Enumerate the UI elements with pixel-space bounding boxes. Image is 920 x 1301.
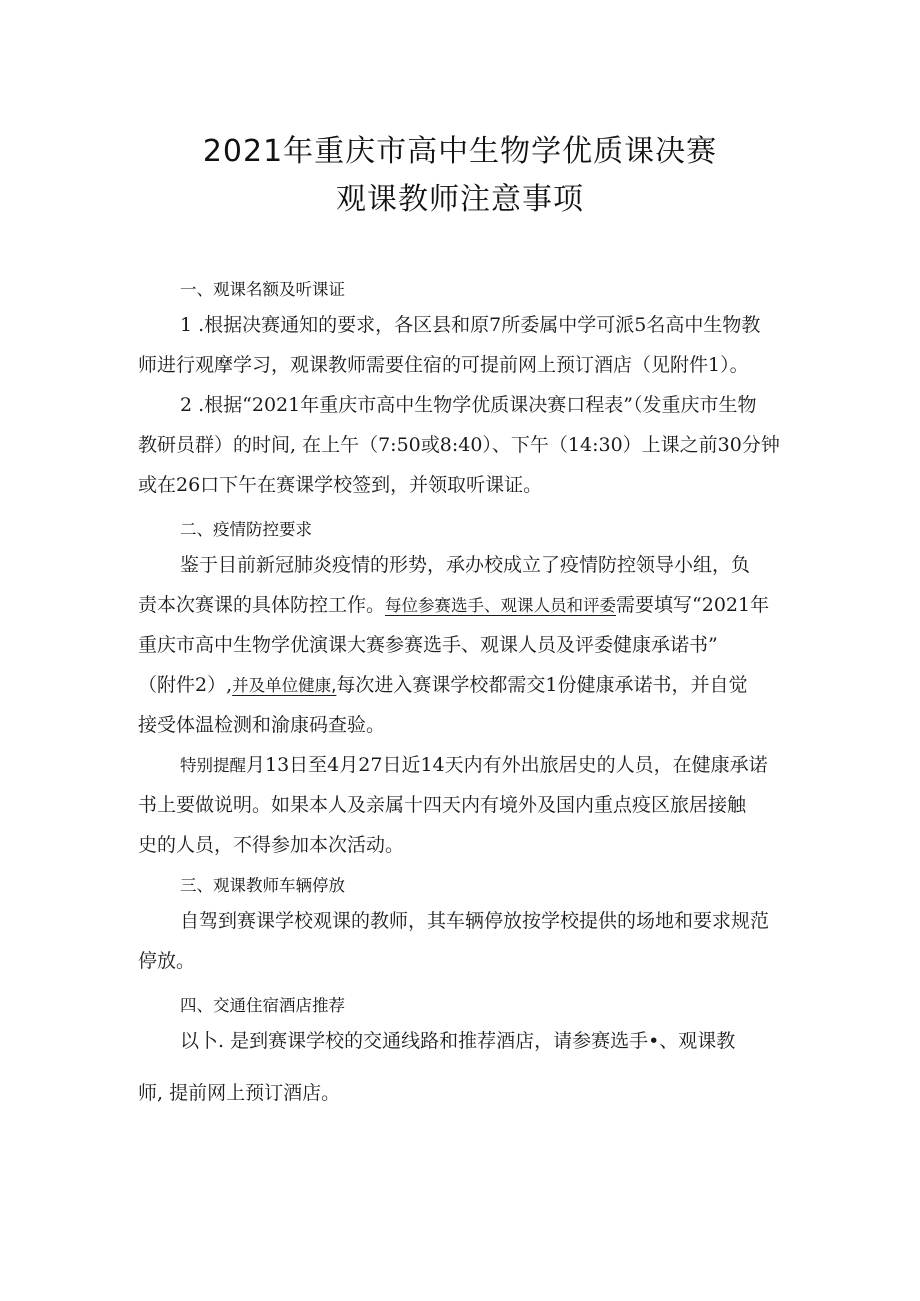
paragraph-line: 教研员群）的时间, 在上午（7:50或8:40）、下午（14:30）上课之前30分钟 bbox=[138, 434, 780, 456]
underlined-text: 每位参赛选手、观课人员和评委 bbox=[385, 596, 617, 615]
paragraph-line: 接受体温检测和渝康码查验。 bbox=[138, 714, 386, 736]
section-heading-quota: 一、观课名额及听课证 bbox=[180, 280, 345, 299]
section-heading-epidemic: 二、疫情防控要求 bbox=[180, 520, 312, 539]
text-segment: （附件2）, bbox=[138, 674, 233, 696]
paragraph-line bbox=[180, 756, 768, 775]
underlined-text: 并及单位健康, bbox=[232, 676, 337, 695]
paragraph-line-with-underline bbox=[138, 676, 747, 695]
document-title-line2: 观课教师注意事项 bbox=[336, 182, 584, 217]
paragraph-line: 师进行观摩学习，观课教师需要住宿的可提前网上预订酒店（见附件1）。 bbox=[138, 354, 749, 376]
paragraph-line: 史的人员，不得参加本次活动。 bbox=[138, 834, 405, 856]
paragraph-line: 或在26口下午在赛课学校签到，并领取听课证。 bbox=[138, 474, 543, 496]
paragraph-line: 停放。 bbox=[138, 950, 196, 972]
text-segment: 月13日至4月27日近14天内有外出旅居史的人员，在健康承诺 bbox=[246, 754, 768, 776]
paragraph-line-with-underline bbox=[138, 596, 769, 615]
text-segment: 责本次赛课的具体防控工作。 bbox=[138, 594, 386, 616]
section-heading-hotels: 四、交通住宿酒店推荐 bbox=[180, 996, 345, 1015]
section-heading-parking: 三、观课教师车辆停放 bbox=[180, 876, 345, 895]
paragraph-line: 鉴于目前新冠肺炎疫情的形势，承办校成立了疫情防控领导小组，负 bbox=[180, 554, 751, 576]
paragraph-line: 以卜. 是到赛课学校的交通线路和推荐酒店，请参赛选手•、观课教 bbox=[180, 1030, 736, 1052]
paragraph-line: 师, 提前网上预订酒店。 bbox=[138, 1082, 341, 1104]
document-title-line1: 2021年重庆市高中生物学优质课决赛 bbox=[202, 134, 718, 169]
paragraph-line: 1 .根据决赛通知的要求，各区县和原7所委属中学可派5名高中生物教 bbox=[180, 314, 761, 336]
paragraph-line: 自驾到赛课学校观课的教师，其车辆停放按学校提供的场地和要求规范 bbox=[180, 910, 770, 932]
text-segment: 需要填写“2021年 bbox=[616, 594, 770, 616]
paragraph-line: 2 .根据“2021年重庆市高中生物学优质课决赛口程表”（发重庆市生物 bbox=[180, 394, 757, 416]
text-segment: 每次进入赛课学校都需交1份健康承诺书，并自觉 bbox=[336, 674, 748, 696]
paragraph-line: 重庆市高中生物学优演课大赛参赛选手、观课人员及评委健康承诺书” bbox=[138, 634, 718, 656]
reminder-label: 特别提醒 bbox=[180, 756, 246, 775]
paragraph-line: 书上要做说明。如果本人及亲属十四天内有境外及国内重点疫区旅居接触 bbox=[138, 794, 747, 816]
